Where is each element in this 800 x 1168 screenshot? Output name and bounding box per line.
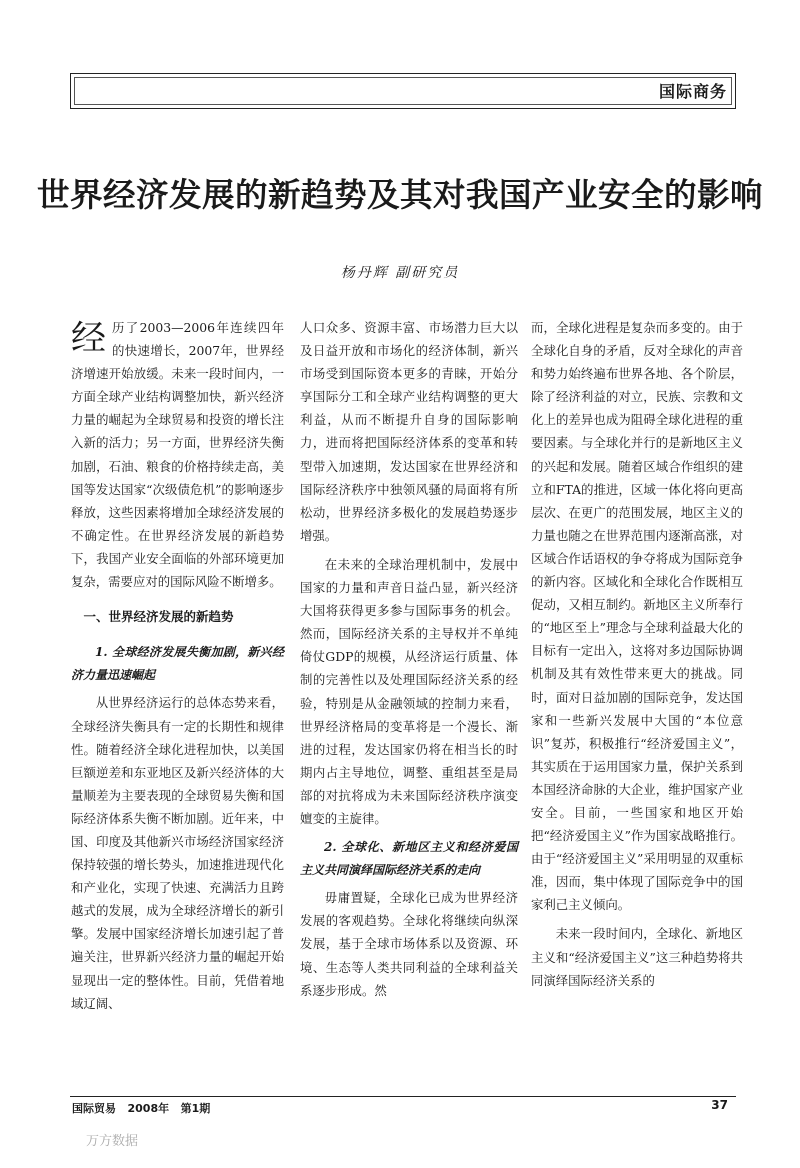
section-header-inner-frame <box>74 77 732 105</box>
drop-cap: 经 <box>71 319 107 359</box>
page-number: 37 <box>711 1098 728 1112</box>
paragraph-intro-text: 历了2003—2006年连续四年的快速增长，2007年，世界经济增速开始放缓。未来一段时间内，一方面全球产业结构调整加快，新兴经济力量的崛起为全球贸易和投资的增长注入新的活力；另一方面，世界经济失衡加剧，石油、粮食的价格持续走高，美国等发达国家“次级债危机”的影响逐步释放，这些因素将增加全球经济发展的不确定性。在世界经济发展的新趋势下，我国产业安全面临的外部环境更加复杂，需要应对的国际风险不断增多。 <box>71 320 284 590</box>
section-header-box <box>70 73 736 109</box>
article-title: 世界经济发展的新趋势及其对我国产业安全的影响 <box>36 176 763 214</box>
subsection-heading-2: 2. 全球化、新地区主义和经济爱国主义共同演绎国际经济关系的走向 <box>300 840 518 878</box>
text-column-1 <box>71 316 284 1015</box>
paragraph: 未来一段时间内，全球化、新地区主义和“经济爱国主义”这三种趋势将共同演绎国际经济关系的 <box>531 926 743 988</box>
article-author: 杨丹辉 副研究员 <box>340 265 460 281</box>
section-heading-1: 一、世界经济发展的新趋势 <box>83 609 234 625</box>
paragraph: 在未来的全球治理机制中，发展中国家的力量和声音日益凸显，新兴经济大国将获得更多参与国际事务的机会。然而，国际经济关系的主导权并不单纯倚仗GDP的规模，从经济运行质量、体制的完善性以及处理国际经济关系的经验，特别是从金融领域的控制力来看，世界经济格局的变革将是一个漫长、渐进的过程，发达国家仍将在相当长的时期内占主导地位，调整、重组甚至是局部的对抗将成为未来国际经济秩序演变嬗变的主旋律。 <box>300 556 518 826</box>
section-label: 国际商务 <box>658 82 727 101</box>
paragraph: 人口众多、资源丰富、市场潜力巨大以及日益开放和市场化的经济体制，新兴市场受到国际资本更多的青睐，开始分享国际分工和全球产业结构调整的更大利益，从而不断提升自身的国际影响力，进而将把国际经济体系的变革和转型带入加速期，发达国家在世界经济和国际经济秩序中独领风骚的局面将有所松动，世界经济多极化的发展趋势逐步增强。 <box>300 320 518 543</box>
watermark: 万方数据 <box>86 1134 139 1149</box>
footer-rule <box>70 1096 736 1097</box>
paragraph: 而，全球化进程是复杂而多变的。由于全球化自身的矛盾，反对全球化的声音和势力始终遍布世界各地、各个阶层，除了经济利益的对立，民族、宗教和文化上的差异也成为阻碍全球化进程的重要因素。与全球化并行的是新地区主义的兴起和发展。随着区域合作组织的建立和FTA的推进，区域一体化将向更高层次、在更广的范围发展，地区主义的力量也随之在世界范围内逐渐高涨，对区域合作话语权的争夺将成为国际竞争的新内容。区域化和全球化合作既相互促动，又相互制约。新地区主义所奉行的“地区至上”理念与全球利益最大化的目标有一定出入，这将对多边国际协调机制及其有效性带来更大的挑战。同时，面对日益加剧的国际竞争，发达国家和一些新兴发展中大国的“本位意识”复苏，积极推行“经济爱国主义”，其实质在于运用国家力量，保护关系到本国经济命脉的大企业，维护国家产业安全。目前，一些国家和地区开始把“经济爱国主义”作为国家战略推行。由于“经济爱国主义”采用明显的双重标准，因而，集中体现了国际竞争中的国家利己主义倾向。 <box>531 320 743 913</box>
paragraph-intro <box>71 316 284 593</box>
paragraph: 从世界经济运行的总体态势来看，全球经济失衡具有一定的长期性和规律性。随着经济全球化进程加快，以美国巨额逆差和东亚地区及新兴经济体的大量顺差为主要表现的全球贸易失衡和国际经济体系失衡不断加剧。近年来，中国、印度及其他新兴市场经济国家经济保持较强的增长势头，加速推进现代化和产业化，实现了快速、充满活力且跨越式的发展，成为全球经济增长的新引擎。发展中国家经济增长加速引起了普遍关注，世界新兴经济力量的崛起开始显现出一定的整体性。目前，凭借着地域辽阔、 <box>71 695 284 1011</box>
paragraph: 毋庸置疑，全球化已成为世界经济发展的客观趋势。全球化将继续向纵深发展，基于全球市场体系以及资源、环境、生态等人类共同利益的全球利益关系逐步形成。然 <box>300 890 518 998</box>
journal-info: 国际贸易 2008年 第1期 <box>72 1102 211 1115</box>
subsection-heading-1: 1. 全球经济发展失衡加剧，新兴经济力量迅速崛起 <box>71 645 284 683</box>
text-column-3 <box>531 316 743 992</box>
text-column-2 <box>300 316 518 1002</box>
